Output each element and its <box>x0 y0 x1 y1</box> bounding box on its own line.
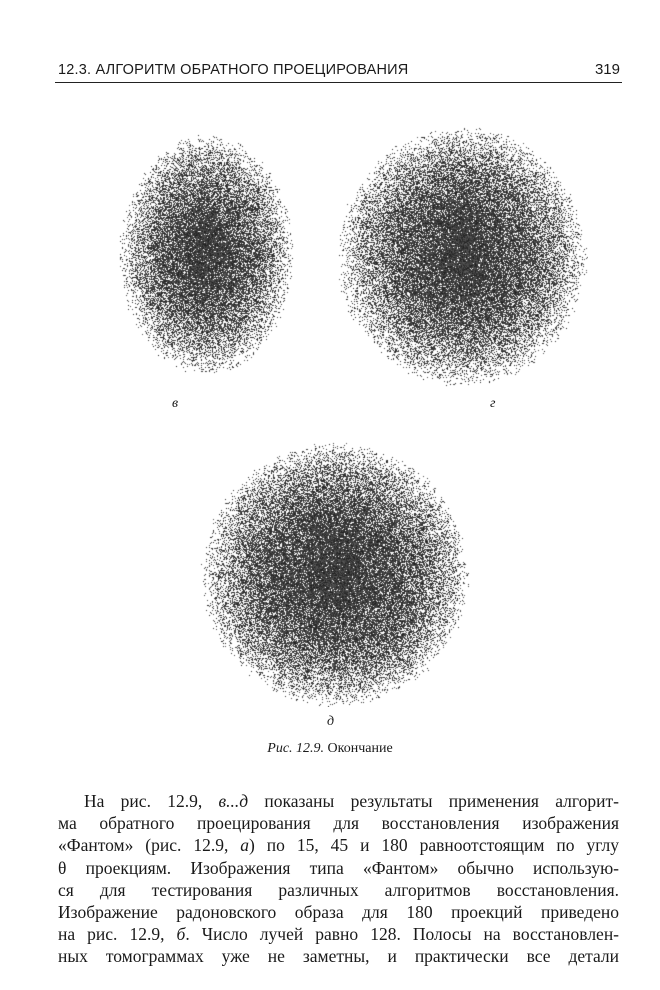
text-line: На рис. 12.9, в...д показаны результаты применения алгорит- <box>84 791 619 811</box>
panel-label-d: д <box>327 714 335 729</box>
panel-label-g: г <box>490 396 496 411</box>
text-line: Изображение радоновского образа для 180 проекций приведено <box>58 902 619 923</box>
text-line: «Фантом» (рис. 12.9, а) по 15, 45 и 180 равноотстоящим по углу <box>58 835 619 856</box>
reconstruction-image-v <box>118 133 294 376</box>
body-paragraph <box>58 790 619 968</box>
running-header <box>55 60 622 83</box>
text-line: на рис. 12.9, б. Число лучей равно 128. Полосы на восстановлен- <box>58 924 620 945</box>
panel-label-v: в <box>172 396 179 411</box>
figure-caption <box>0 741 660 757</box>
header-title: 12.3. АЛГОРИТМ ОБРАТНОГО ПРОЕЦИРОВАНИЯ <box>58 62 409 78</box>
text-line: θ проекциям. Изображения типа «Фантом» обычно использую- <box>58 857 619 878</box>
text-line: ных томограммах уже не заметны, и практически все детали <box>58 946 619 967</box>
page-number: 319 <box>594 61 620 78</box>
caption-text: Окончание <box>327 741 393 756</box>
caption-number: Рис. 12.9. <box>267 741 325 756</box>
text-line: ся для тестирования различных алгоритмов восстановления. <box>58 879 619 900</box>
reconstruction-image-d <box>200 442 470 707</box>
reconstruction-image-g <box>336 125 588 387</box>
text-line: ма обратного проецирования для восстановления изображения <box>58 813 619 834</box>
